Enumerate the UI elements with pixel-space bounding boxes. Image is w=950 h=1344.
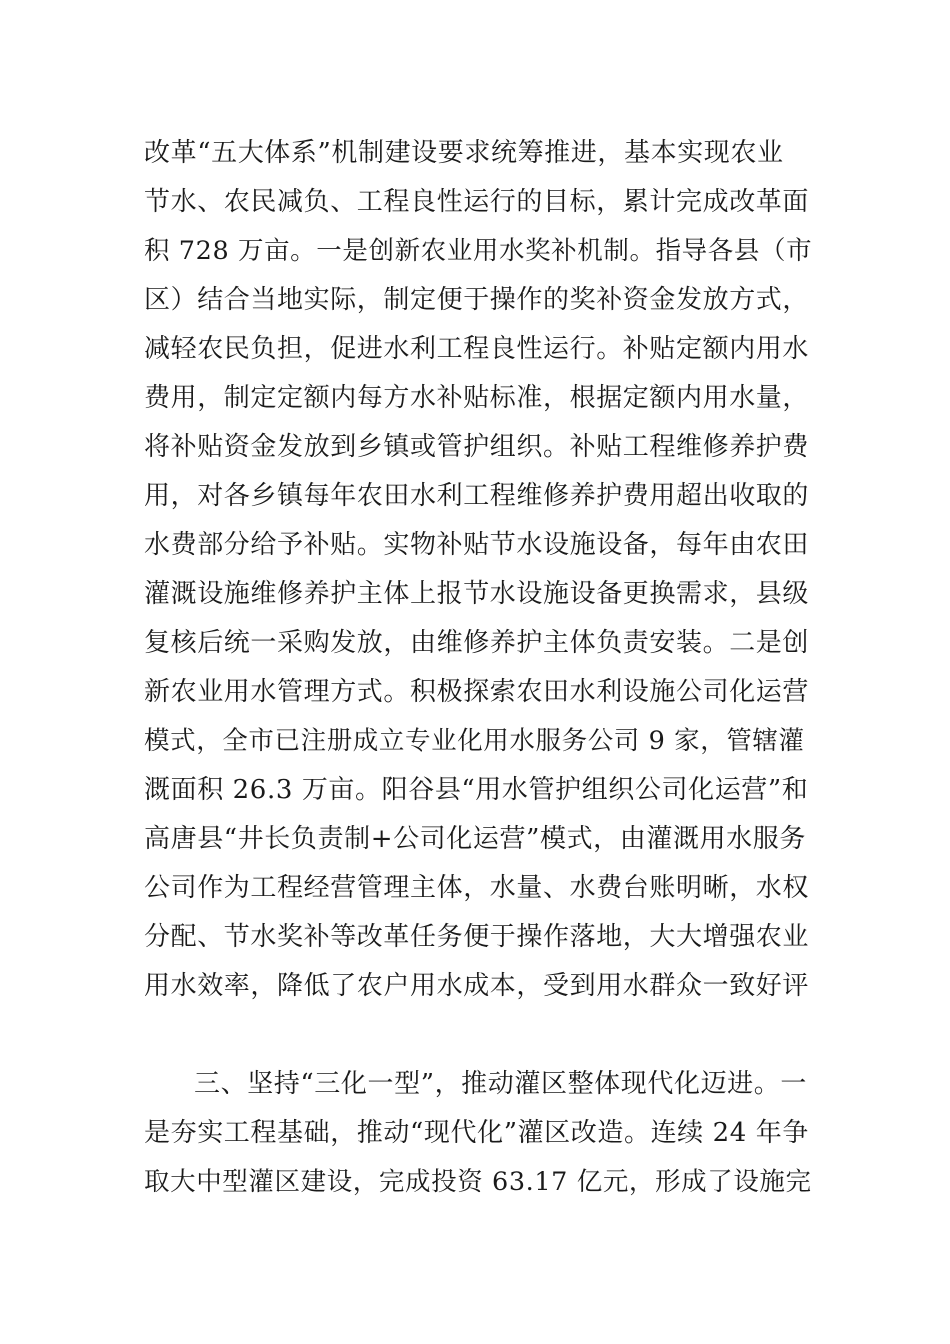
text-line: 高唐县“井长负责制+公司化运营”模式，由灌溉用水服务 [144,824,806,854]
text-line: 水费部分给予补贴。实物补贴节水设施设备，每年由农田 [144,530,810,560]
text-line: 用，对各乡镇每年农田水利工程维修养护费用超出收取的 [144,481,810,511]
text-line: 灌溉设施维修养护主体上报节水设施设备更换需求，县级 [144,579,810,609]
text-line: 区）结合当地实际，制定便于操作的奖补资金发放方式， [144,285,810,315]
text-line: 公司作为工程经营管理主体，水量、水费台账明晰，水权 [144,873,810,903]
text-line: 积 728 万亩。一是创新农业用水奖补机制。指导各县（市 [144,236,813,266]
text-line: 将补贴资金发放到乡镇或管护组织。补贴工程维修养护费 [144,432,810,462]
text-line: 三、坚持“三化一型”，推动灌区整体现代化迈进。一 [194,1069,807,1099]
text-line: 减轻农民负担，促进水利工程良性运行。补贴定额内用水 [144,334,810,364]
text-line: 模式，全市已注册成立专业化用水服务公司 9 家，管辖灌 [144,726,805,756]
text-line: 用水效率，降低了农户用水成本，受到用水群众一致好评 [144,971,810,1001]
text-line: 取大中型灌区建设，完成投资 63.17 亿元，形成了设施完 [144,1167,812,1197]
text-line: 改革“五大体系”机制建设要求统筹推进，基本实现农业 [144,138,784,168]
text-line: 复核后统一采购发放，由维修养护主体负责安装。二是创 [144,628,810,658]
text-line: 是夯实工程基础，推动“现代化”灌区改造。连续 24 年争 [144,1118,809,1148]
text-line: 新农业用水管理方式。积极探索农田水利设施公司化运营 [144,677,810,707]
text-line: 节水、农民减负、工程良性运行的目标，累计完成改革面 [144,187,810,217]
text-line: 溉面积 26.3 万亩。阳谷县“用水管护组织公司化运营”和 [144,775,809,805]
text-line: 费用，制定定额内每方水补贴标准，根据定额内用水量， [144,383,810,413]
text-line: 分配、节水奖补等改革任务便于操作落地，大大增强农业 [144,922,810,952]
